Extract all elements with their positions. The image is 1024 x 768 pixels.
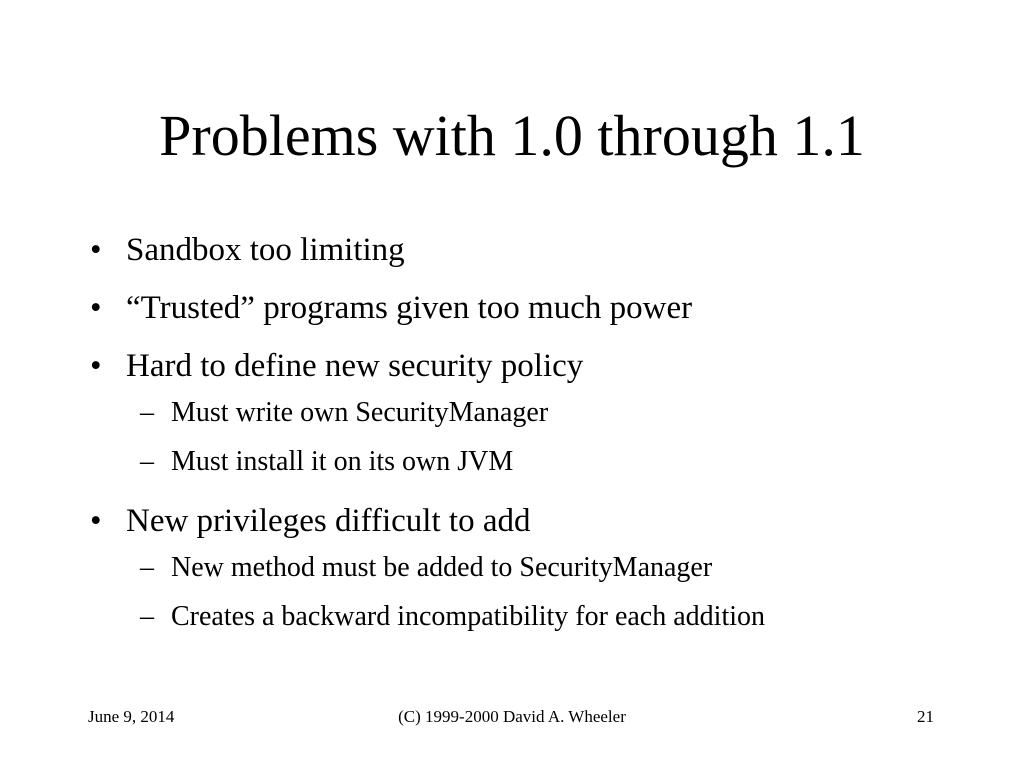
bullet-text: New privileges difficult to add — [126, 503, 531, 539]
sub-bullet-text: New method must be added to SecurityManager — [171, 552, 713, 583]
sub-bullet-text: Must write own SecurityManager — [171, 397, 549, 428]
dash-marker: – — [140, 601, 154, 632]
bullet-text: “Trusted” programs given too much power — [126, 290, 693, 326]
bullet-text: Hard to define new security policy — [126, 348, 584, 384]
sub-bullet-item — [140, 445, 990, 479]
bullet-item — [90, 501, 990, 541]
bullet-list — [90, 230, 990, 649]
bullet-item — [90, 230, 990, 270]
bullet-marker: • — [90, 503, 102, 539]
slide-title: Problems with 1.0 through 1.1 — [159, 103, 865, 168]
dash-marker: – — [140, 397, 154, 428]
bullet-marker: • — [90, 290, 102, 326]
sub-bullet-item — [140, 600, 990, 634]
bullet-marker: • — [90, 348, 102, 384]
bullet-text: Sandbox too limiting — [126, 232, 405, 268]
dash-marker: – — [140, 552, 154, 583]
footer-date: June 9, 2014 — [88, 707, 175, 726]
page-number: 21 — [917, 707, 934, 726]
bullet-item — [90, 346, 990, 386]
sub-bullet-text: Creates a backward incompatibility for each addition — [171, 601, 766, 632]
sub-bullet-item — [140, 551, 990, 585]
sub-bullet-text: Must install it on its own JVM — [171, 446, 514, 477]
footer-copyright: (C) 1999-2000 David A. Wheeler — [398, 707, 626, 726]
bullet-marker: • — [90, 232, 102, 268]
bullet-item — [90, 288, 990, 328]
sub-bullet-item — [140, 396, 990, 430]
dash-marker: – — [140, 446, 154, 477]
